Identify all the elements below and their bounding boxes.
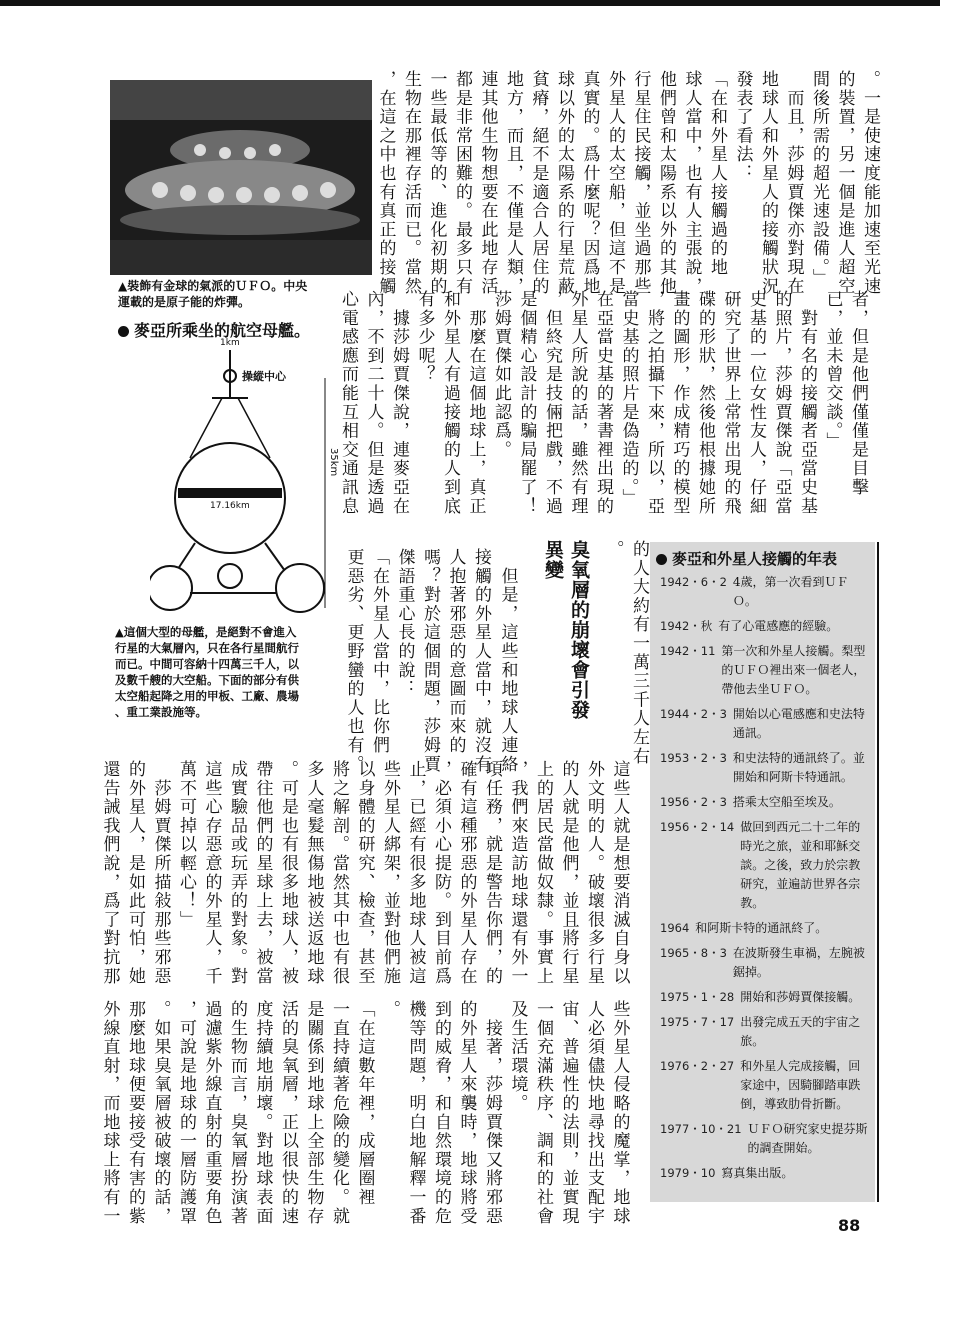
timeline-item [660,1057,869,1114]
timeline-date: 1956・2・14 [660,820,735,834]
timeline-text: 開始以心電感應和史法特通訊。 [732,707,865,740]
diagram-label-control-center: 操縱中心 [242,370,286,383]
photo-caption: ▲裝飾有金球的氣派的ＵＦＯ。中央 運載的是原子能的炸彈。 [118,279,308,309]
timeline-date: 1977・10・21 [660,1122,742,1136]
body-text-column: 接觸的外星人當中，就沒有 人抱著邪惡的意圖而來的 嗎？對於這個問題，莎姆賈 傑語重心長的說： 「在外星人當中，比你們 更惡劣、更野蠻的人也有。 [343,548,491,774]
top-border [0,0,940,6]
timeline-item [660,793,869,812]
diagram-label-height: 35km [328,448,339,477]
body-text-column: 但是，這些和地球人連絡 [497,548,518,774]
timeline-item [660,944,869,982]
ufo-photo [110,80,372,275]
timeline-date: 1942・秋 [660,619,713,633]
mothership-diagram [150,338,350,620]
timeline-item [660,1164,869,1183]
timeline-date: 1979・10 [660,1166,716,1180]
timeline-item [660,919,869,938]
timeline-date: 1942・6・2 [660,575,727,589]
timeline-text: 開始和莎姆賈傑接觸。 [740,990,861,1004]
bullet-icon [656,554,667,565]
timeline-date: 1965・8・3 [660,946,727,960]
timeline-text: 和阿斯卡特的通訊終了。 [695,921,828,935]
timeline-date: 1944・2・3 [660,707,727,721]
ozone-subheading: 臭氧層的崩壞會引發 異變 [542,540,590,720]
timeline-text: 在波斯發生車禍，左腕被鋸掉。 [732,946,865,979]
timeline-item [660,642,869,699]
bullet-icon [118,326,129,337]
timeline-item [660,749,869,787]
timeline-text: 出發完成五天的宇宙之旅。 [740,1015,861,1048]
timeline-date: 1975・7・17 [660,1015,735,1029]
timeline-title: 麥亞和外星人接觸的年表 [656,548,875,569]
timeline-item [660,1120,869,1158]
timeline-list [650,573,875,1183]
mothership-heading: 麥亞所乘坐的航空母艦。 [118,318,310,341]
body-text-column: 這些人就是想要消滅自身以 外文明的人。破壞很多行星 的人就是他們，並且將行星 上的居民當做奴隸。事實上 ，我們來造訪地球還有外一 項任務，就是警告你們，的 確有這種邪惡的外星人存在 ，必須小心提防。到目前爲 止，已經有很多地球人被這 些外星人綁架，並對他們施 以身體的研究、檢查，甚至 將之解剖。當然其中也有很 多人毫髮無傷地被送返地球 。可是也有很多地球人，被 帶往他們的星球上去，被當 成實驗品或玩弄的對象。對 這些心存惡意的外星人，千 萬不可掉以輕心！」 莎姆賈傑所描敍那些邪惡 的外星人，是如此可怕，她 還告誡我們說，爲了對抗那 [99,760,630,986]
body-text-column: 的人大約有一萬三千人左右 。 [603,540,649,766]
timeline-date: 1953・2・3 [660,751,727,765]
timeline-text: 和史法特的通訊終了。並開始和阿斯卡特通訊。 [732,751,865,784]
body-text-column: 者，但是他們僅僅是目擊 已，並未曾交談。」 對有名的接觸者亞當史基 的照片，莎姆賈傑說「亞當 史基的一位女性友人，仔細 研究了世界上常常出現的飛 碟的形狀，然後他根據她所 畫的圖形，作成精巧的模型 ，將之拍攝下來，所以，亞 當史基的照片是偽造的。」 在亞當史基的著書裡出現的 外星人所說的話，雖然有理 ，但終究是技倆把戲，不過 是個精心設計的騙局罷了！ 莎姆賈傑如此認爲。 那麼在這個地球上，真正 和外星人有過接觸的人到底 有多少呢？ 據莎姆賈傑說，連麥亞在 內，不到二十人。但是透過 心電感應而能互相交通訊息 [338,290,868,516]
timeline-item [660,818,869,913]
page-number: 88 [838,1216,861,1235]
timeline-text: 搭乘太空船至埃及。 [732,795,841,809]
body-text-column: 。一是使速度能加速至光速 的裝置，另一個是進人超空 間後所需的超光速設備。」 而且，莎姆賈傑亦對現在 地球人和外星人的接觸狀況 發表了看法： 「在和外星人接觸過的地 球人當中，也有人主張說， 他們曾和太陽系以外的其他 行星住民接觸，並坐過那些 外星人的太空船，但這不是 真實的。爲什麼呢？因爲地 球以外的太陽系的行星荒蔽 貧瘠，絕不是適合人居住的 地方，而且，不僅是人類， 連其他生物想要在此地存活 都是非常困難的。最多只有 一些最低等的、進化初期的 生物在那裡存活而已。當然 ，在這之中也有真正的接觸 [375,70,880,296]
timeline-item [660,988,869,1007]
timeline-text: 和外星人完成接觸，回家途中，因騎腳踏車跌倒，導致肋骨折斷。 [740,1059,861,1111]
timeline-box [650,542,875,1202]
diagram-label-width: 17.16km [210,501,250,511]
timeline-item [660,573,869,611]
timeline-date: 1976・2・27 [660,1059,735,1073]
timeline-text: 第一次和外星人接觸。梨型的ＵＦＯ裡出來一個老人，帶他去坐ＵＦＯ。 [721,644,866,696]
timeline-date: 1942・11 [660,644,716,658]
body-text-column: 些外星人侵略的魔掌，地球 人必須儘快地尋找出支配宇 宙、普遍性的法則，並實現 一個充滿秩序、調和的社會 及生活環境。 接著，莎姆賈傑又將邪惡 的外星人來襲時，地球將受 到的威脅，和自然環境的危 機等問題，明白地解釋一番 。 「在這數年裡，成層圈裡 一直持續著危險的變化。就 是關係到地球上全部生物存 活的臭氧層，正以很快的速 度持續地崩壞。對地球表面 的生物而言，臭氧層扮演著 過濾紫外線直射的重要角色 ，可說是地球的一層防護罩 。如果臭氧層被破壞的話， 那麼地球便要接受有害的紫 外線直射，而地球上將有一 [99,1000,630,1226]
diagram-label-scale: 1km [220,338,240,348]
timeline-text: 做回到西元二十二年的時光之旅，並和耶穌交談。之後，致力於宗教研究，並遍訪世界各宗教。 [740,820,861,910]
timeline-text: 寫真集出版。 [721,1166,794,1180]
timeline-text: ＵＦＯ研究家史提芬斯的調查開始。 [747,1122,868,1155]
timeline-date: 1964 [660,921,690,935]
timeline-date: 1975・1・28 [660,990,735,1004]
timeline-date: 1956・2・3 [660,795,727,809]
diagram-caption: ▲這個大型的母艦，是絕對不會進入 行星的大氣層內，只在各行星間航行 而已。中間可容納十四萬三千人，以 及數千艘的大空船。下面的部分有供 太空船起降之用的甲板、工廠、農場 、重工業設施等。 [115,625,299,719]
timeline-text: 有了心電感應的經驗。 [718,619,839,633]
timeline-text: 4歲，第一次看到ＵＦＯ。 [732,575,849,608]
timeline-item [660,1013,869,1051]
timeline-item [660,617,869,636]
timeline-item [660,705,869,743]
timeline-border [877,542,879,1202]
